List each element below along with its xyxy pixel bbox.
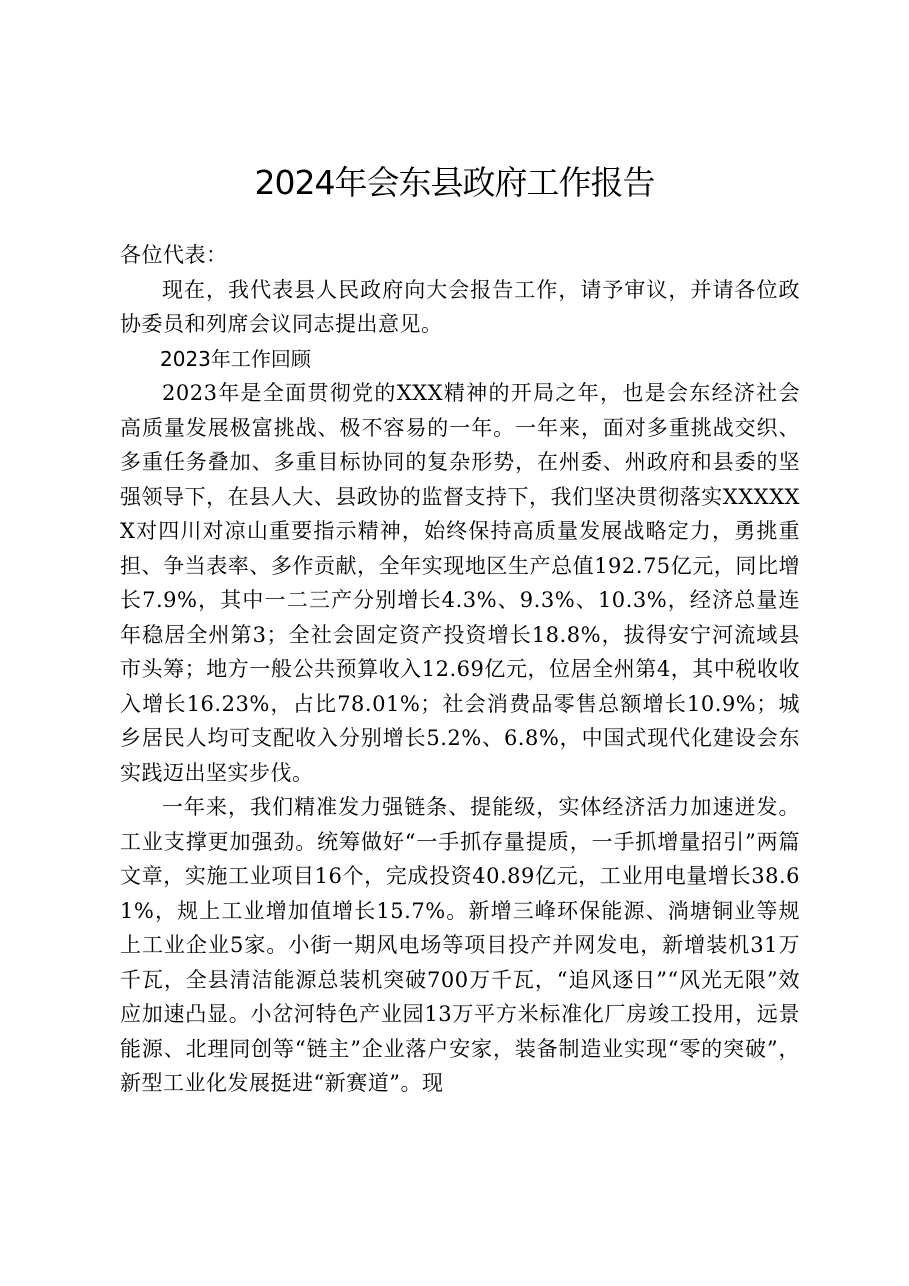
- document-body: [120, 238, 800, 1101]
- salutation: 各位代表：: [120, 243, 228, 267]
- intro-paragraph: 现在，我代表县人民政府向大会报告工作，请予审议，并请各位政协委员和列席会议同志提出意见。: [120, 277, 800, 336]
- body-paragraph: 2023年是全面贯彻党的XXX精神的开局之年，也是会东经济社会高质量发展极富挑战、极不容易的一年。一年来，面对多重挑战交织、多重任务叠加、多重目标协同的复杂形势，在州委、州政府和县委的坚强领导下，在县人大、县政协的监督支持下，我们坚决贯彻落实XXXXXX对四川对凉山重要指示精神，始终保持高质量发展战略定力，勇挑重担、争当表率、多作贡献，全年实现地区生产总值192.75亿元，同比增长7.9%，其中一二三产分别增长4.3%、9.3%、10.3%，经济总量连年稳居全州第3；全社会固定资产投资增长18.8%，拔得安宁河流域县市头筹；地方一般公共预算收入12.69亿元，位居全州第4，其中税收收入增长16.23%，占比78.01%；社会消费品零售总额增长10.9%；城乡居民人均可支配收入分别增长5.2%、6.8%，中国式现代化建设会东实践迈出坚实步伐。: [120, 381, 800, 785]
- body-paragraph: 一年来，我们精准发力强链条、提能级，实体经济活力加速迸发。工业支撑更加强劲。统筹做好“一手抓存量提质，一手抓增量招引”两篇文章，实施工业项目16个，完成投资40.89亿元，工业用电量增长38.61%，规上工业增加值增长15.7%。新增三峰环保能源、淌塘铜业等规上工业企业5家。小街一期风电场等项目投产并网发电，新增装机31万千瓦，全县清洁能源总装机突破700万千瓦，“追风逐日”“风光无限”效应加速凸显。小岔河特色产业园13万平方米标准化厂房竣工投用，远景能源、北理同创等“链主”企业落户安家，装备制造业实现“零的突破”，新型工业化发展挺进“新赛道”。现: [120, 795, 800, 1095]
- section-heading: 2023年工作回顾: [160, 346, 311, 371]
- document-title: 2024年会东县政府工作报告: [254, 163, 655, 202]
